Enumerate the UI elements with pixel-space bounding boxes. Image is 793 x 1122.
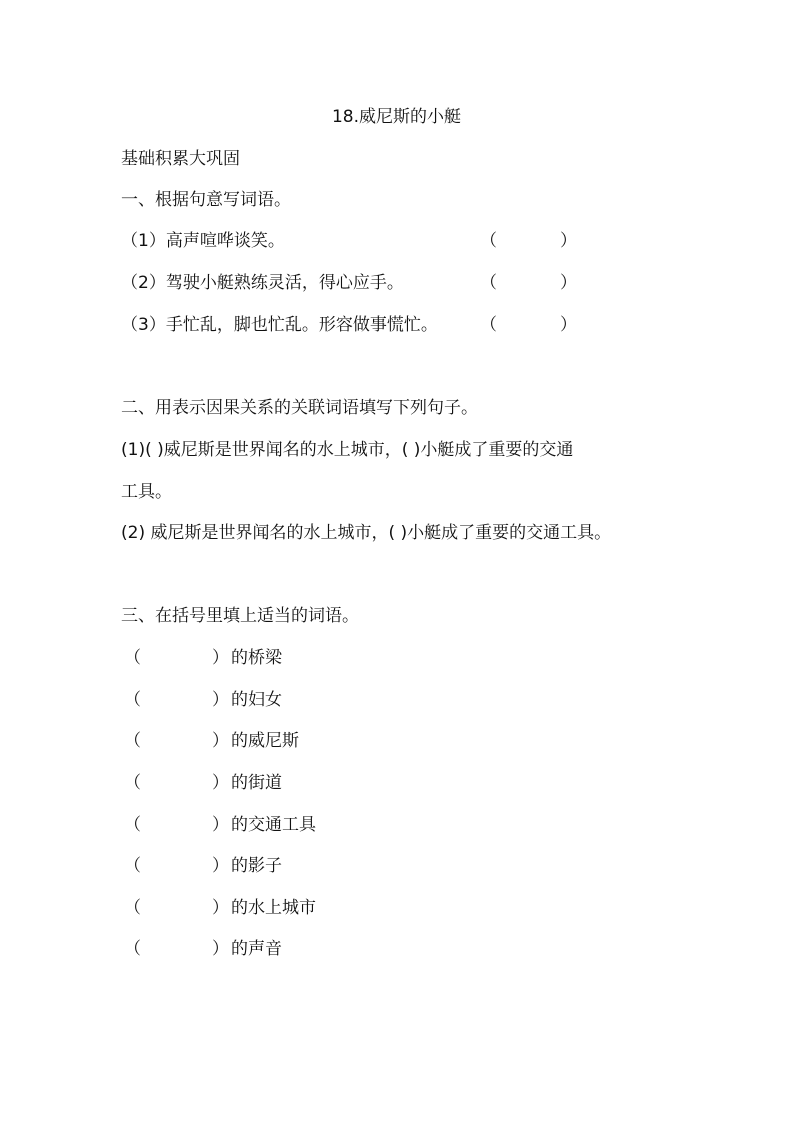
- q1-item-3-text: （3）手忙乱，脚也忙乱。形容做事慌忙。: [121, 315, 438, 335]
- q2-item-2: (2) 威尼斯是世界闻名的水上城市，( )小艇成了重要的交通工具。: [121, 523, 612, 543]
- q1-item-2-blank-open: （: [480, 273, 497, 293]
- blank-open: （: [124, 898, 141, 918]
- phrase: 的妇女: [231, 690, 282, 710]
- blank-open: （: [124, 939, 141, 959]
- phrase: 的水上城市: [231, 898, 316, 918]
- blank-open: （: [124, 773, 141, 793]
- q1-item-1-text: （1）高声喧哗谈笑。: [121, 231, 285, 251]
- q1-item-3-blank-open: （: [480, 315, 497, 335]
- phrase: 的威尼斯: [231, 731, 299, 751]
- blank-close: ）: [212, 690, 229, 710]
- blank-open: （: [124, 690, 141, 710]
- blank-open: （: [124, 731, 141, 751]
- q1-item-3-blank-close: ）: [560, 315, 577, 335]
- phrase: 的影子: [231, 856, 282, 876]
- blank-close: ）: [212, 648, 229, 668]
- phrase: 的交通工具: [231, 815, 316, 835]
- section-basic-heading: 基础积累大巩固: [121, 149, 240, 169]
- phrase: 的声音: [231, 939, 282, 959]
- blank-open: （: [124, 648, 141, 668]
- q2-item-1-line-2: 工具。: [121, 482, 172, 502]
- page-title: 18.威尼斯的小艇: [331, 107, 462, 127]
- q2-item-1-line-1: (1)( )威尼斯是世界闻名的水上城市，( )小艇成了重要的交通: [121, 440, 574, 460]
- blank-close: ）: [212, 856, 229, 876]
- phrase: 的桥梁: [231, 648, 282, 668]
- blank-open: （: [124, 856, 141, 876]
- q1-item-2-blank-close: ）: [560, 273, 577, 293]
- q2-heading: 二、用表示因果关系的关联词语填写下列句子。: [121, 398, 478, 418]
- blank-open: （: [124, 815, 141, 835]
- q1-heading: 一、根据句意写词语。: [121, 190, 291, 210]
- q3-heading: 三、在括号里填上适当的词语。: [121, 606, 359, 626]
- blank-close: ）: [212, 731, 229, 751]
- blank-close: ）: [212, 815, 229, 835]
- phrase: 的街道: [231, 773, 282, 793]
- q1-item-2-text: （2）驾驶小艇熟练灵活，得心应手。: [121, 273, 404, 293]
- blank-close: ）: [212, 898, 229, 918]
- blank-close: ）: [212, 773, 229, 793]
- blank-close: ）: [212, 939, 229, 959]
- q1-item-1-blank-close: ）: [560, 231, 577, 251]
- q1-item-1-blank-open: （: [480, 231, 497, 251]
